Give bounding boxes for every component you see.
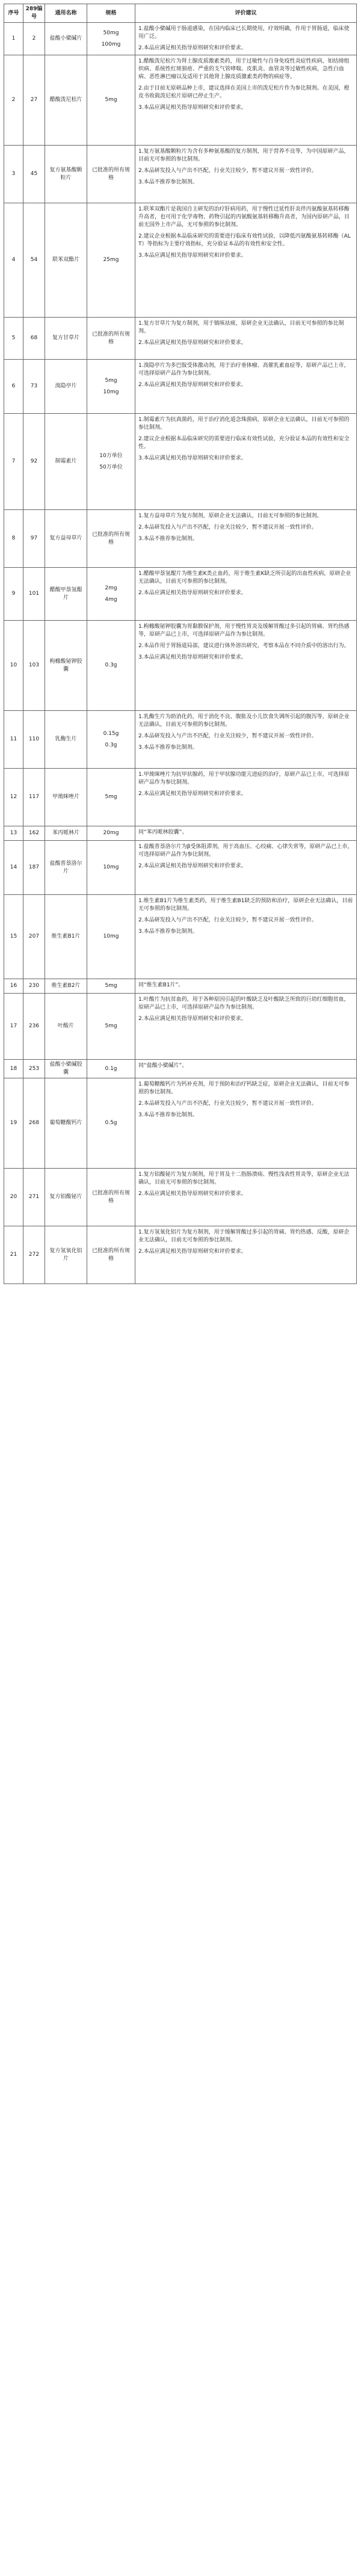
cell-advice	[135, 1226, 357, 1284]
advice-paragraph: 3.本品应满足相关指导原则研究和评价要求。	[138, 253, 247, 259]
cell-generic-name: 复方益母草片	[45, 510, 87, 568]
table-body	[4, 23, 357, 1284]
spec-value: 10mg	[103, 389, 119, 395]
cell-289-number: 187	[23, 841, 45, 895]
advice-paragraph: 1.维生素B1片为维生素类药，用于维生素B1缺乏的预防和治疗，原研企业无法确认，目前无可参照的参比制剂。	[138, 898, 353, 912]
cell-spec	[87, 318, 135, 360]
spec-value: 已批准的所有规格	[91, 1247, 130, 1262]
cell-advice	[135, 994, 357, 1060]
advice-paragraph: 同“苯丙哌林胶囊”。	[138, 829, 188, 835]
cell-advice	[135, 23, 357, 55]
advice-paragraph: 1.盐酸小檗碱用于肠道感染，在国内临床已长期使用，疗效明确，作用于胃肠道，临床使用广泛。	[138, 26, 350, 40]
spec-value: 100mg	[101, 41, 121, 48]
cell-generic-name: 复方氢氧化铝片	[45, 1226, 87, 1284]
cell-289-number: 27	[23, 55, 45, 146]
cell-spec	[87, 568, 135, 621]
cell-spec	[87, 414, 135, 510]
advice-paragraph: 1.溴隐亭片为多巴胺受体激动剂，用于治疗垂体瘤、高催乳素血症等，原研产品已上市，可选择原研产品作为参比制剂。	[138, 363, 350, 377]
table-row	[4, 826, 357, 841]
cell-advice	[135, 979, 357, 994]
cell-no: 11	[4, 711, 23, 769]
cell-generic-name: 维生素B2片	[45, 979, 87, 994]
table-row	[4, 994, 357, 1060]
table-row	[4, 1078, 357, 1169]
cell-289-number: 103	[23, 621, 45, 711]
advice-paragraph: 1.醋酸泼尼松片为肾上腺皮质激素类药，用于过敏性与自身免疫性炎症性疾病，如结缔组织病、系统性红斑狼疮、严重的支气管哮喘、皮肌炎、血管炎等过敏性疾病，急性白血病、恶性淋巴瘤以及适用于其他肾上腺皮质激素类药物的病症等。	[138, 58, 350, 80]
advice-paragraph: 3.本品不推荐参比制剂。	[138, 1112, 198, 1118]
advice-paragraph: 2.本品应满足相关指导原则研究和评价要求。	[138, 382, 247, 388]
spec-value: 10万单位	[99, 452, 123, 459]
cell-spec	[87, 203, 135, 318]
advice-paragraph: 1.复方氢氧化铝片为复方制剂，用于缓解胃酸过多引起的胃痛、胃灼热感、反酸，原研企业无法确认，目前无可参照的参比制剂。	[138, 1229, 350, 1243]
spec-value: 5mg	[105, 97, 117, 103]
cell-advice	[135, 1169, 357, 1226]
cell-no: 5	[4, 318, 23, 360]
table-row	[4, 568, 357, 621]
cell-289-number: 236	[23, 994, 45, 1060]
advice-paragraph: 2.本品作用于胃肠道局部，建议进行体外溶出研究，考察本品在不同介质中的溶出行为。	[138, 643, 350, 649]
cell-spec	[87, 826, 135, 841]
table-row	[4, 203, 357, 318]
cell-spec	[87, 55, 135, 146]
advice-paragraph: 2.本品应满足相关指导原则研究和评价要求。	[138, 1016, 247, 1022]
table-row	[4, 621, 357, 711]
advice-paragraph: 同“维生素B1片”。	[138, 982, 184, 988]
advice-paragraph: 2.本品应满足相关指导原则研究和评价要求。	[138, 590, 247, 596]
advice-paragraph: 2.本品研发投入与产出不匹配，行业关注较少，暂不建议开展一致性评价。	[138, 168, 317, 174]
advice-paragraph: 3.本品不推荐参比制剂。	[138, 179, 198, 185]
cell-no: 20	[4, 1169, 23, 1226]
cell-no: 7	[4, 414, 23, 510]
cell-advice	[135, 146, 357, 203]
cell-spec	[87, 23, 135, 55]
cell-289-number: 162	[23, 826, 45, 841]
spec-value: 10mg	[103, 864, 119, 870]
advice-paragraph: 1.甲巯咪唑片为抗甲状腺药，用于甲状腺功能亢进症的治疗，原研产品已上市，可选择原研产品作为参比制剂。	[138, 772, 350, 785]
cell-advice	[135, 1078, 357, 1169]
cell-advice	[135, 360, 357, 414]
cell-advice	[135, 414, 357, 510]
cell-spec	[87, 510, 135, 568]
cell-no: 16	[4, 979, 23, 994]
advice-paragraph: 2.由于目前无原研品种上市，建议选择在美国上市的泼尼松片作为参比制剂。在美国，橙皮书收载泼尼松片原研已停止生产。	[138, 85, 350, 99]
cell-generic-name: 葡萄糖酸钙片	[45, 1078, 87, 1169]
cell-289-number: 73	[23, 360, 45, 414]
spec-value: 10mg	[103, 933, 119, 939]
cell-spec	[87, 1169, 135, 1226]
cell-289-number: 92	[23, 414, 45, 510]
spec-value: 50万单位	[99, 464, 123, 470]
cell-spec	[87, 1078, 135, 1169]
spec-value: 2mg	[105, 585, 117, 591]
advice-paragraph: 3.本品应满足相关指导原则研究和评价要求。	[138, 455, 247, 461]
advice-paragraph: 3.本品不推荐参比制剂。	[138, 536, 198, 542]
cell-spec	[87, 711, 135, 769]
table-row	[4, 895, 357, 979]
advice-paragraph: 1.盐酸普萘洛尔片为β受体阻滞剂，用于高血压、心绞痛、心律失常等，原研产品已上市，可选择原研产品作为参比制剂。	[138, 844, 353, 858]
cell-generic-name: 联苯双酯片	[45, 203, 87, 318]
spec-value: 0.3g	[105, 662, 117, 668]
cell-advice	[135, 621, 357, 711]
advice-paragraph: 2.本品应满足相关指导原则研究和评价要求。	[138, 791, 247, 797]
cell-spec	[87, 621, 135, 711]
cell-no: 6	[4, 360, 23, 414]
cell-advice	[135, 826, 357, 841]
advice-paragraph: 2.本品应满足相关指导原则研究和评价要求。	[138, 1191, 247, 1197]
cell-generic-name: 盐酸小檗碱片	[45, 23, 87, 55]
table-row	[4, 979, 357, 994]
cell-generic-name: 枸橼酸铋钾胶囊	[45, 621, 87, 711]
cell-289-number: 207	[23, 895, 45, 979]
cell-no: 2	[4, 55, 23, 146]
cell-289-number: 230	[23, 979, 45, 994]
cell-advice	[135, 203, 357, 318]
spec-value: 25mg	[103, 257, 119, 263]
table-row	[4, 23, 357, 55]
header-no: 序号	[4, 4, 23, 23]
advice-paragraph: 1.葡萄糖酸钙片为钙补充剂，用于预防和治疗钙缺乏症，原研企业无法确认，目前无可参照的参比制剂。	[138, 1081, 350, 1095]
cell-advice	[135, 895, 357, 979]
advice-paragraph: 2.建议企业根据本品临床研究的需要进行临床有效性试验，充分验证本品的有效性和安全性。	[138, 436, 350, 450]
cell-spec	[87, 360, 135, 414]
spec-value: 已批准的所有规格	[91, 531, 130, 546]
spec-value: 已批准的所有规格	[91, 331, 130, 345]
advice-paragraph: 1.复方铝酸铋片为复方制剂，用于胃及十二指肠溃疡、慢性浅表性胃炎等，原研企业无法确认，目前无可参照的参比制剂。	[138, 1172, 350, 1185]
spec-value: 5mg	[105, 794, 117, 800]
advice-paragraph: 1.复方氨基酸颗粒片为含有多种氨基酸的复方制剂，用于营养不良等，为中国原研产品，目前无可参照的参比制剂。	[138, 149, 350, 162]
document-page	[0, 0, 361, 1284]
cell-289-number: 2	[23, 23, 45, 55]
advice-paragraph: 1.制霉素片为抗真菌药，用于治疗消化道念珠菌病，原研企业无法确认，目前无可参照的参比制剂。	[138, 417, 350, 431]
advice-paragraph: 3.本品不推荐参比制剂。	[138, 929, 198, 935]
cell-generic-name: 盐酸小檗碱胶囊	[45, 1060, 87, 1078]
cell-generic-name: 醋酸泼尼松片	[45, 55, 87, 146]
cell-no: 9	[4, 568, 23, 621]
cell-no: 13	[4, 826, 23, 841]
cell-generic-name: 盐酸普萘洛尔片	[45, 841, 87, 895]
cell-289-number: 271	[23, 1169, 45, 1226]
header-advice: 评价建议	[135, 4, 357, 23]
cell-spec	[87, 994, 135, 1060]
table-row	[4, 360, 357, 414]
cell-no: 12	[4, 769, 23, 826]
cell-advice	[135, 318, 357, 360]
cell-no: 15	[4, 895, 23, 979]
cell-advice	[135, 841, 357, 895]
cell-289-number: 54	[23, 203, 45, 318]
spec-value: 0.15g	[103, 730, 119, 737]
cell-spec	[87, 1226, 135, 1284]
cell-generic-name: 溴隐亭片	[45, 360, 87, 414]
spec-value: 5mg	[105, 377, 117, 384]
cell-spec	[87, 769, 135, 826]
cell-advice	[135, 55, 357, 146]
table-row	[4, 1226, 357, 1284]
cell-no: 17	[4, 994, 23, 1060]
cell-generic-name: 复方铝酸铋片	[45, 1169, 87, 1226]
cell-spec	[87, 979, 135, 994]
cell-no: 10	[4, 621, 23, 711]
cell-289-number: 110	[23, 711, 45, 769]
table-row	[4, 841, 357, 895]
cell-289-number: 253	[23, 1060, 45, 1078]
spec-value: 20mg	[103, 830, 119, 836]
cell-no: 1	[4, 23, 23, 55]
advice-paragraph: 1.醋酸甲萘氢醌片为维生素K类止血药，用于维生素K缺乏所引起的出血性疾病，原研企业无法确认，目前无可参照的参比制剂。	[138, 571, 351, 585]
cell-spec	[87, 895, 135, 979]
advice-paragraph: 1.复方甘草片为复方制剂，用于镇咳祛痰，原研企业无法确认，目前无可参照的参比制剂。	[138, 321, 344, 334]
cell-advice	[135, 711, 357, 769]
advice-paragraph: 1.复方益母草片为复方制剂，原研企业无法确认，目前无可参照的参比制剂。	[138, 513, 322, 519]
cell-generic-name: 甲巯咪唑片	[45, 769, 87, 826]
spec-value: 已批准的所有规格	[91, 1190, 130, 1204]
advice-paragraph: 1.叶酸片为抗贫血药，用于各种原因引起的叶酸缺乏及叶酸缺乏所致的巨幼红细胞贫血，原研产品已上市，可选择原研产品作为参比制剂。	[138, 997, 350, 1010]
cell-289-number: 101	[23, 568, 45, 621]
advice-paragraph: 1.枸橼酸铋钾胶囊为胃黏膜保护剂，用于慢性胃炎及缓解胃酸过多引起的胃痛、胃灼热感等，原研产品已上市，可选择原研产品作为参比制剂。	[138, 624, 350, 638]
cell-spec	[87, 841, 135, 895]
cell-no: 18	[4, 1060, 23, 1078]
advice-paragraph: 2.本品应满足相关指导原则研究和评价要求。	[138, 1249, 247, 1255]
advice-paragraph: 2.本品研发投入与产出不匹配，行业关注较少，暂不建议开展一致性评价。	[138, 733, 317, 739]
spec-value: 0.5g	[105, 1120, 117, 1126]
cell-generic-name: 叶酸片	[45, 994, 87, 1060]
table-row	[4, 55, 357, 146]
cell-advice	[135, 1060, 357, 1078]
spec-value: 0.3g	[105, 742, 117, 748]
evaluation-table	[4, 4, 357, 1284]
advice-paragraph: 3.本品应满足相关指导原则研究和评价要求。	[138, 105, 247, 111]
table-row	[4, 510, 357, 568]
table-row	[4, 146, 357, 203]
cell-spec	[87, 146, 135, 203]
advice-paragraph: 2.本品应满足相关指导原则研究和评价要求。	[138, 863, 247, 869]
cell-advice	[135, 568, 357, 621]
cell-no: 3	[4, 146, 23, 203]
advice-paragraph: 2.本品应满足相关指导原则研究和评价要求。	[138, 340, 247, 346]
cell-no: 19	[4, 1078, 23, 1169]
cell-generic-name: 乳酶生片	[45, 711, 87, 769]
advice-paragraph: 1.联苯双酯片是我国自主研发的治疗肝病用药，用于慢性迁延性肝炎伴丙氨酸氨基转移酶升高者，也可用于化学毒物、药物引起的丙氨酸氨基转移酶升高者，为国内原研产品，目前无国外上市产品，无可参照的参比制剂。	[138, 206, 350, 228]
spec-value: 已批准的所有规格	[91, 167, 130, 181]
advice-paragraph: 2.本品研发投入与产出不匹配，行业关注较少，暂不建议开展一致性评价。	[138, 524, 317, 530]
cell-no: 21	[4, 1226, 23, 1284]
cell-generic-name: 制霉素片	[45, 414, 87, 510]
cell-no: 14	[4, 841, 23, 895]
cell-no: 8	[4, 510, 23, 568]
cell-289-number: 45	[23, 146, 45, 203]
header-generic-name: 通用名称	[45, 4, 87, 23]
advice-paragraph: 2.建议企业根据本品临床研究的需要进行临床有效性试验，以降低丙氨酸氨基转移酶（ALT）等指标为主要疗效指标，充分验证本品的有效性和安全性。	[138, 233, 351, 247]
cell-generic-name: 复方氨基酸颗粒片	[45, 146, 87, 203]
cell-289-number: 272	[23, 1226, 45, 1284]
advice-paragraph: 3.本品不推荐参比制剂。	[138, 745, 198, 751]
table-header-row	[4, 4, 357, 23]
header-spec: 规格	[87, 4, 135, 23]
spec-value: 50mg	[103, 29, 119, 36]
table-row	[4, 414, 357, 510]
cell-289-number: 117	[23, 769, 45, 826]
advice-paragraph: 2.本品应满足相关指导原则研究和评价要求。	[138, 45, 247, 51]
cell-no: 4	[4, 203, 23, 318]
cell-generic-name: 苯丙哌林片	[45, 826, 87, 841]
spec-value: 0.1g	[105, 1065, 117, 1072]
table-row	[4, 318, 357, 360]
advice-paragraph: 3.本品应满足相关指导原则研究和评价要求。	[138, 654, 247, 660]
spec-value: 5mg	[105, 1023, 117, 1029]
advice-paragraph: 同“盐酸小檗碱片”。	[138, 1063, 188, 1069]
cell-advice	[135, 769, 357, 826]
cell-289-number: 268	[23, 1078, 45, 1169]
table-row	[4, 769, 357, 826]
advice-paragraph: 1.乳酶生片为助消化药，用于消化不良、腹胀及小儿饮食失调所引起的腹泻等，原研企业无法确认，目前无可参照的参比制剂。	[138, 714, 350, 728]
advice-paragraph: 2.本品研发投入与产出不匹配，行业关注较少，暂不建议开展一致性评价。	[138, 1101, 317, 1107]
spec-value: 5mg	[105, 983, 117, 989]
cell-289-number: 68	[23, 318, 45, 360]
cell-advice	[135, 510, 357, 568]
advice-paragraph: 2.本品研发投入与产出不匹配，行业关注较少，暂不建议开展一致性评价。	[138, 917, 317, 923]
table-row	[4, 1060, 357, 1078]
table-row	[4, 711, 357, 769]
cell-spec	[87, 1060, 135, 1078]
table-row	[4, 1169, 357, 1226]
header-289-number: 289编号	[23, 4, 45, 23]
cell-289-number: 97	[23, 510, 45, 568]
cell-generic-name: 维生素B1片	[45, 895, 87, 979]
cell-generic-name: 复方甘草片	[45, 318, 87, 360]
cell-generic-name: 醋酸甲萘氢醌片	[45, 568, 87, 621]
spec-value: 4mg	[105, 596, 117, 603]
